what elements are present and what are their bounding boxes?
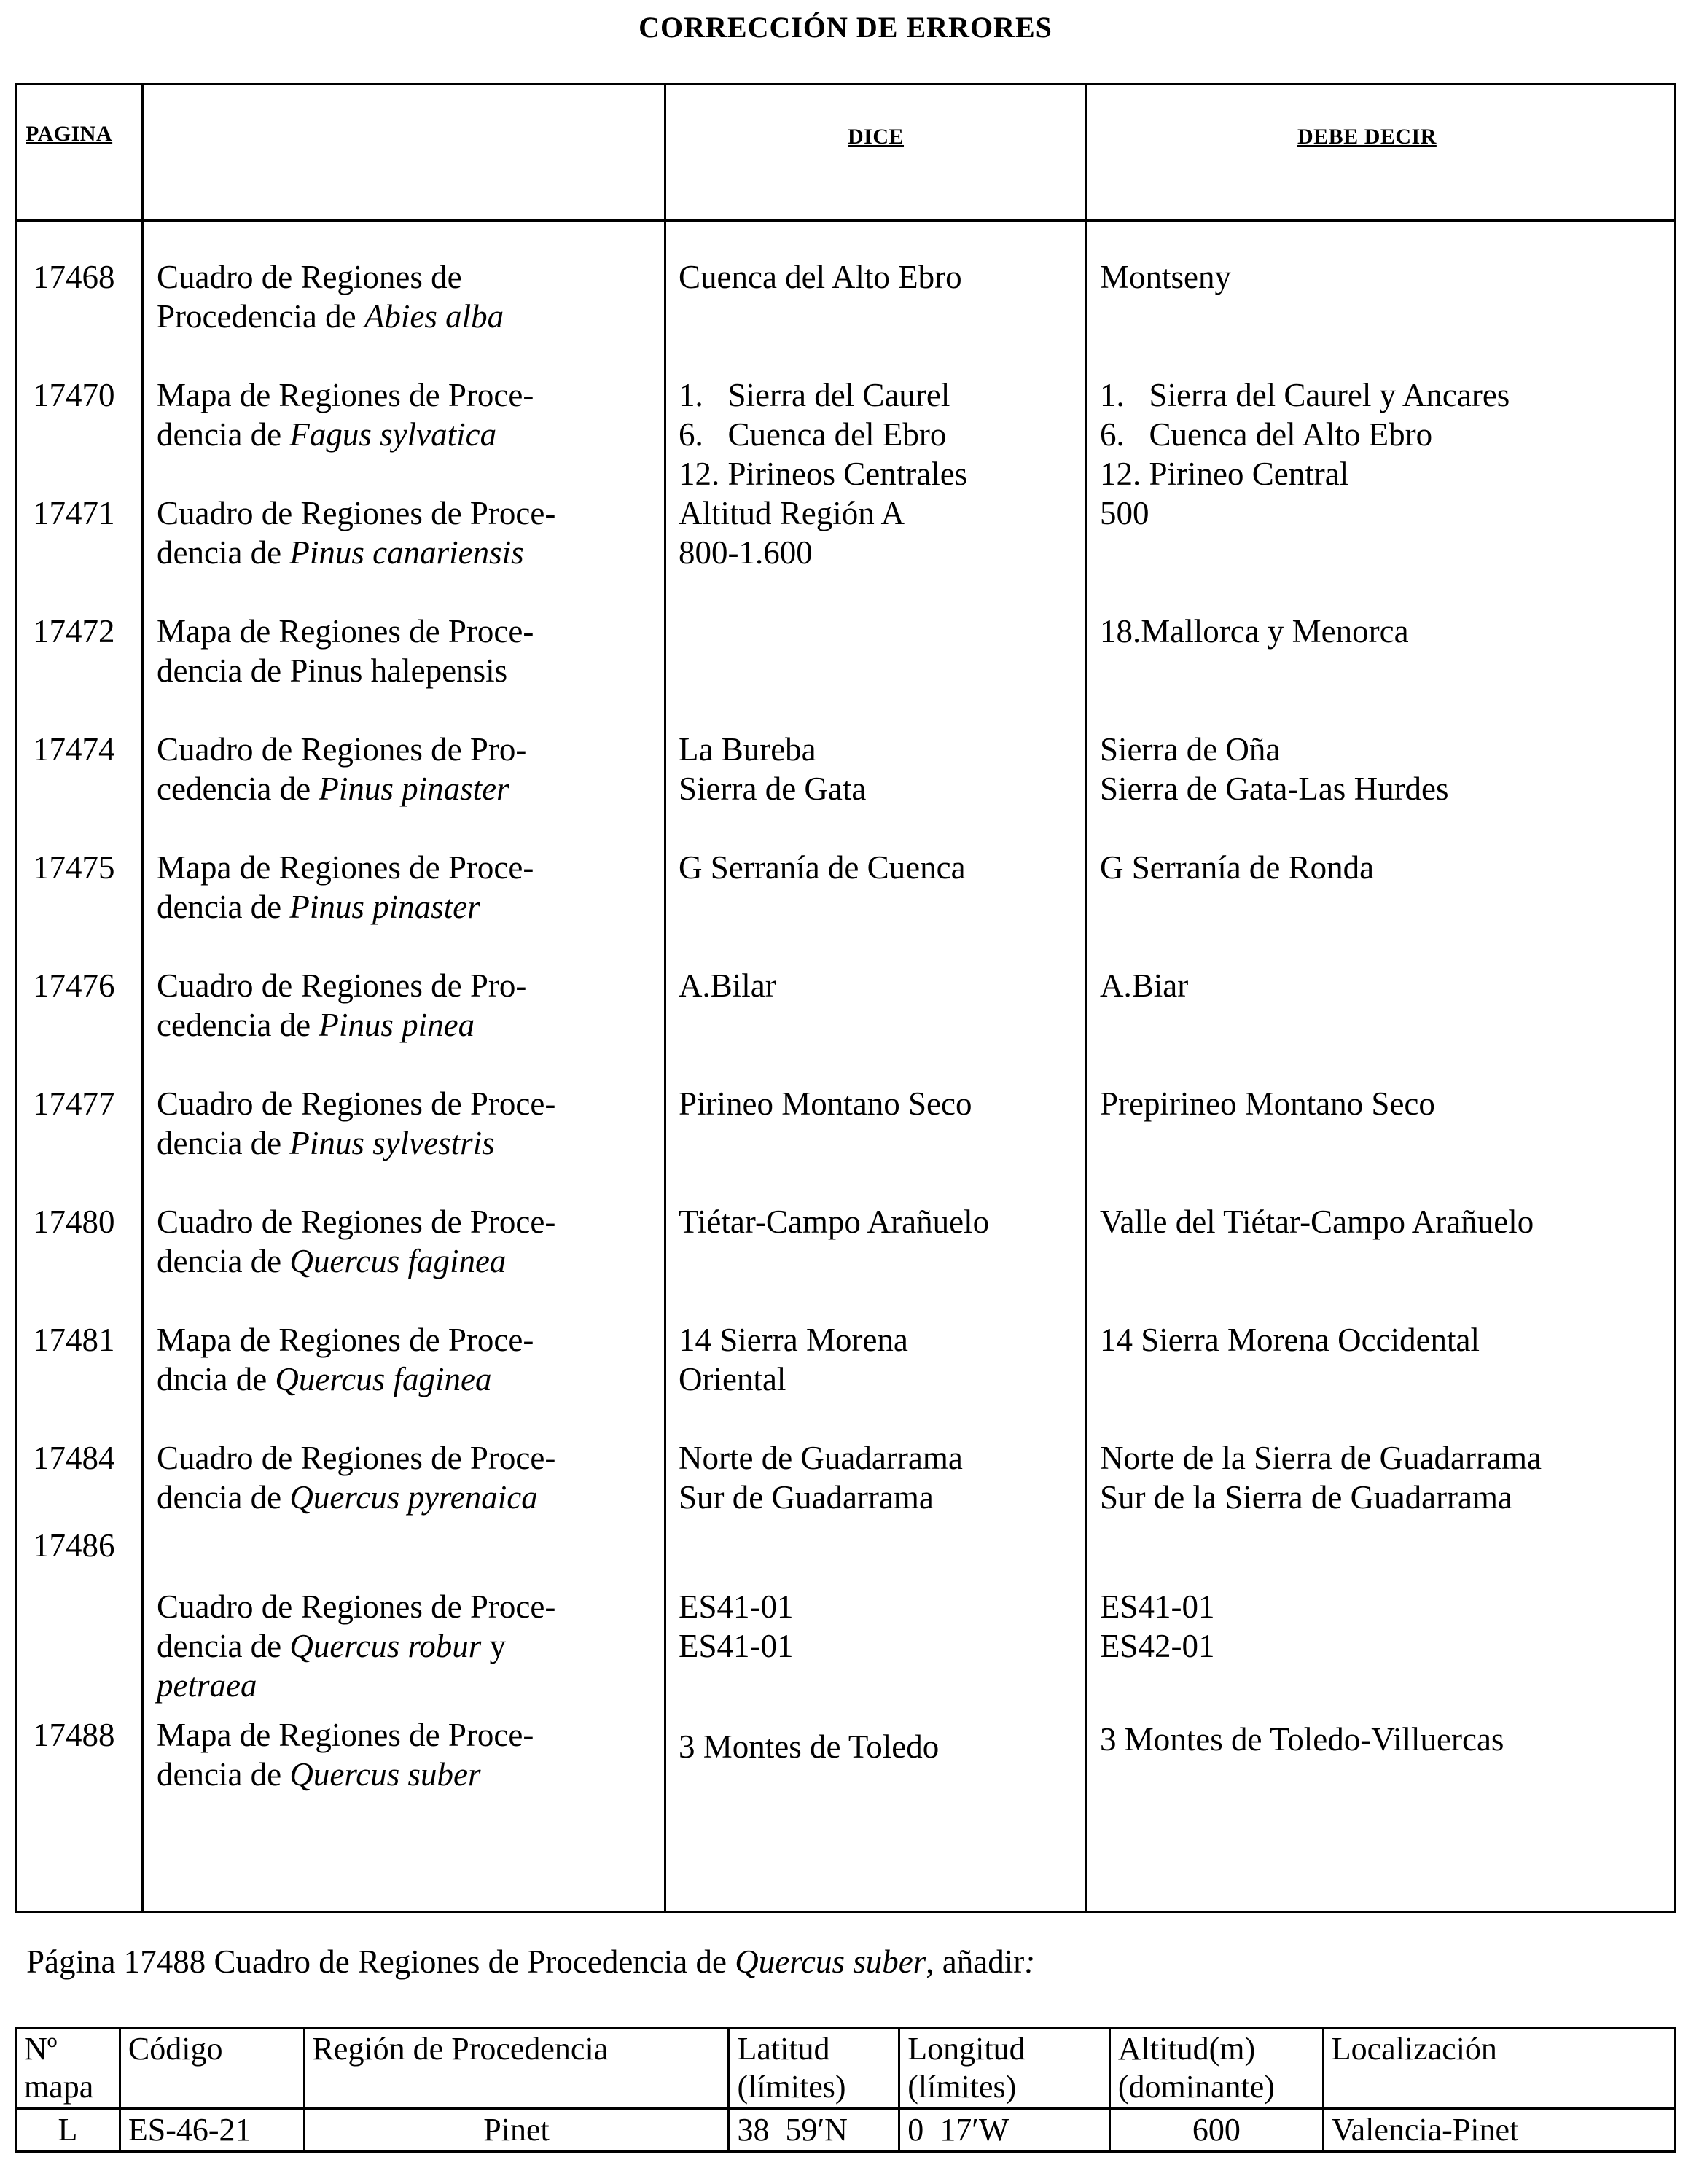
page-number: 17481 xyxy=(33,1322,115,1358)
description-line: Cuadro de Regiones de Proce- xyxy=(157,1204,556,1240)
description-text: dencia de xyxy=(157,1479,290,1516)
cell-code: ES-46-21 xyxy=(120,2109,304,2152)
debe-decir-line: Prepirineo Montano Seco xyxy=(1100,1085,1435,1122)
dice-line: ES41-01 xyxy=(679,1628,794,1664)
column-divider xyxy=(1085,85,1087,1911)
description xyxy=(157,1202,555,1281)
page-number: 17474 xyxy=(33,731,115,768)
page-number: 17470 xyxy=(33,377,115,413)
description-text: dencia de xyxy=(157,416,290,453)
header-pagina: PAGINA xyxy=(26,122,113,146)
species-name: Fagus sylvatica xyxy=(289,416,497,453)
description-line xyxy=(157,415,534,454)
debe-decir-line: 18.Mallorca y Menorca xyxy=(1100,613,1409,650)
dice-text xyxy=(679,730,866,808)
description-line: Cuadro de Regiones de Proce- xyxy=(157,1588,556,1625)
description xyxy=(157,1084,555,1163)
header-debe-decir: DEBE DECIR xyxy=(1297,125,1437,149)
page-number: 17488 xyxy=(33,1717,115,1753)
cell-altitude: 600 xyxy=(1109,2109,1323,2152)
description-text: dencia de Pinus halepensis xyxy=(157,652,508,689)
species-name: Quercus faginea xyxy=(289,1243,507,1279)
note-colon: : xyxy=(1024,1943,1036,1980)
dice-text xyxy=(679,1320,908,1399)
description-line: Mapa de Regiones de Proce- xyxy=(157,613,534,650)
debe-decir-text xyxy=(1100,848,1374,887)
species-name: petraea xyxy=(157,1667,257,1704)
debe-decir-line: Sierra de Oña xyxy=(1100,731,1281,768)
description-line: Cuadro de Regiones de Proce- xyxy=(157,1440,556,1476)
description-line xyxy=(157,769,526,808)
description-line: Mapa de Regiones de Proce- xyxy=(157,1717,534,1753)
th-code: Código xyxy=(120,2028,304,2109)
dice-text xyxy=(679,1202,989,1241)
debe-decir-line: 6. Cuenca del Alto Ebro xyxy=(1100,416,1433,453)
description-line: Mapa de Regiones de Proce- xyxy=(157,1322,534,1358)
addition-table xyxy=(15,2027,1676,2153)
description-line: Cuadro de Regiones de Proce- xyxy=(157,495,556,531)
debe-decir-line: 12. Pirineo Central xyxy=(1100,456,1349,492)
dice-line: Sur de Guadarrama xyxy=(679,1479,934,1516)
species-name: Pinus pinaster xyxy=(319,771,509,807)
dice-line: Oriental xyxy=(679,1361,786,1397)
species-name: Quercus pyrenaica xyxy=(289,1479,538,1516)
note-prefix: Página 17488 Cuadro de Regiones de Procedencia de xyxy=(26,1943,735,1980)
debe-decir-text xyxy=(1100,1320,1480,1360)
dice-line: G Serranía de Cuenca xyxy=(679,849,966,886)
dice-line: 1. Sierra del Caurel xyxy=(679,377,950,413)
debe-decir-text xyxy=(1100,494,1149,533)
dice-text xyxy=(679,1438,963,1517)
cell-location: Valencia-Pinet xyxy=(1323,2109,1675,2152)
dice-text xyxy=(679,1727,939,1766)
debe-decir-line: G Serranía de Ronda xyxy=(1100,849,1375,886)
dice-text xyxy=(679,257,962,297)
description xyxy=(157,848,534,927)
description-text: cedencia de xyxy=(157,1007,319,1043)
species-name: Pinus sylvestris xyxy=(289,1125,495,1161)
description xyxy=(157,257,504,336)
description-text: dencia de xyxy=(157,1756,290,1793)
description-line xyxy=(157,1755,534,1794)
table-row xyxy=(16,2109,1676,2152)
column-divider xyxy=(664,85,666,1911)
description-line xyxy=(157,1241,555,1281)
th-latitude: Latitud (límites) xyxy=(729,2028,899,2109)
debe-decir-line: ES42-01 xyxy=(1100,1628,1215,1664)
debe-decir-text xyxy=(1100,1720,1504,1759)
dice-line: 800-1.600 xyxy=(679,534,813,571)
description-line xyxy=(157,887,534,927)
description xyxy=(157,1320,534,1399)
debe-decir-line: 14 Sierra Morena Occidental xyxy=(1100,1322,1480,1358)
species-name: Quercus robur xyxy=(289,1628,482,1664)
description-line xyxy=(157,533,555,572)
debe-decir-line: Montseny xyxy=(1100,259,1231,295)
dice-text xyxy=(679,494,905,572)
description-line xyxy=(157,1123,555,1163)
description-line xyxy=(157,1360,534,1399)
dice-line: Altitud Región A xyxy=(679,495,905,531)
dice-text xyxy=(679,375,967,494)
description xyxy=(157,966,526,1045)
description-text: dencia de xyxy=(157,534,290,571)
errata-table xyxy=(15,83,1676,1913)
description-text: y xyxy=(481,1628,507,1664)
debe-decir-text xyxy=(1100,1438,1542,1517)
dice-line: A.Bilar xyxy=(679,967,776,1004)
page-number: 17476 xyxy=(33,967,115,1004)
description-line xyxy=(157,1666,555,1705)
debe-decir-line: Valle del Tiétar-Campo Arañuelo xyxy=(1100,1204,1534,1240)
description-line: Cuadro de Regiones de xyxy=(157,259,462,295)
description-line: Cuadro de Regiones de Proce- xyxy=(157,1085,556,1122)
description-text: dencia de xyxy=(157,1125,290,1161)
page-number: 17475 xyxy=(33,849,115,886)
cell-region: Pinet xyxy=(304,2109,729,2152)
dice-line: ES41-01 xyxy=(679,1588,794,1625)
description xyxy=(157,1587,555,1705)
description-text: dencia de xyxy=(157,889,290,925)
description xyxy=(157,730,526,808)
dice-text xyxy=(679,848,966,887)
description-text: dencia de xyxy=(157,1243,290,1279)
debe-decir-line: Sierra de Gata-Las Hurdes xyxy=(1100,771,1449,807)
cell-map-number: L xyxy=(16,2109,120,2152)
dice-line: La Bureba xyxy=(679,731,816,768)
description-line: Mapa de Regiones de Proce- xyxy=(157,377,534,413)
th-map-number: Nº mapa xyxy=(16,2028,120,2109)
th-altitude: Altitud(m) (dominante) xyxy=(1109,2028,1323,2109)
page-title: CORRECCIÓN DE ERRORES xyxy=(638,11,1053,44)
dice-line: Cuenca del Alto Ebro xyxy=(679,259,962,295)
debe-decir-text xyxy=(1100,375,1510,494)
th-longitude: Longitud (límites) xyxy=(899,2028,1110,2109)
dice-text xyxy=(679,1084,972,1123)
debe-decir-text xyxy=(1100,966,1188,1005)
dice-line: Sierra de Gata xyxy=(679,771,867,807)
dice-line: Pirineo Montano Seco xyxy=(679,1085,972,1122)
note-suffix: , añadir xyxy=(926,1943,1025,1980)
column-divider xyxy=(141,85,144,1911)
debe-decir-text xyxy=(1100,1587,1215,1666)
debe-decir-line: Sur de la Sierra de Guadarrama xyxy=(1100,1479,1512,1516)
description xyxy=(157,1438,555,1517)
description-line xyxy=(157,1005,526,1045)
description xyxy=(157,375,534,454)
species-name: Pinus pinaster xyxy=(289,889,480,925)
page-number: 17477 xyxy=(33,1085,115,1122)
species-name: Abies alba xyxy=(364,298,504,335)
debe-decir-text xyxy=(1100,257,1231,297)
page-number: 17486 xyxy=(33,1527,115,1564)
debe-decir-text xyxy=(1100,1202,1534,1241)
debe-decir-line: 1. Sierra del Caurel y Ancares xyxy=(1100,377,1510,413)
debe-decir-line: ES41-01 xyxy=(1100,1588,1215,1625)
description-line xyxy=(157,1478,555,1517)
debe-decir-line: 3 Montes de Toledo-Villuercas xyxy=(1100,1721,1504,1758)
description-line xyxy=(157,1626,555,1666)
species-name: Pinus pinea xyxy=(319,1007,475,1043)
header-dice: DICE xyxy=(848,125,905,149)
species-name: Quercus faginea xyxy=(275,1361,492,1397)
dice-text xyxy=(679,1587,794,1666)
description-text: Procedencia de xyxy=(157,298,364,335)
description xyxy=(157,1715,534,1794)
note-text xyxy=(26,1943,1035,1981)
page-number: 17468 xyxy=(33,259,115,295)
dice-line: 14 Sierra Morena xyxy=(679,1322,908,1358)
description-text: dncia de xyxy=(157,1361,276,1397)
dice-line: Norte de Guadarrama xyxy=(679,1440,963,1476)
dice-line: 12. Pirineos Centrales xyxy=(679,456,968,492)
dice-line: 6. Cuenca del Ebro xyxy=(679,416,947,453)
debe-decir-line: A.Biar xyxy=(1100,967,1189,1004)
cell-longitude: 0 17′W xyxy=(899,2109,1110,2152)
header-divider xyxy=(17,219,1674,222)
debe-decir-line: 500 xyxy=(1100,495,1149,531)
dice-text xyxy=(679,966,776,1005)
description xyxy=(157,612,534,690)
description-text: dencia de xyxy=(157,1628,290,1664)
page-number: 17471 xyxy=(33,495,115,531)
species-name: Pinus canariensis xyxy=(289,534,524,571)
page-number: 17480 xyxy=(33,1204,115,1240)
description-line: Cuadro de Regiones de Pro- xyxy=(157,731,527,768)
th-location: Localización xyxy=(1323,2028,1675,2109)
cell-latitude: 38 59′N xyxy=(729,2109,899,2152)
dice-line: Tiétar-Campo Arañuelo xyxy=(679,1204,990,1240)
page-number: 17472 xyxy=(33,613,115,650)
species-name: Quercus suber xyxy=(289,1756,481,1793)
debe-decir-line: Norte de la Sierra de Guadarrama xyxy=(1100,1440,1542,1476)
debe-decir-text xyxy=(1100,612,1409,651)
debe-decir-text xyxy=(1100,1084,1435,1123)
page-number: 17484 xyxy=(33,1440,115,1476)
debe-decir-text xyxy=(1100,730,1449,808)
dice-line: 3 Montes de Toledo xyxy=(679,1728,940,1765)
description-line: Cuadro de Regiones de Pro- xyxy=(157,967,527,1004)
description-line xyxy=(157,651,534,690)
note-species: Quercus suber xyxy=(735,1943,926,1980)
description-line xyxy=(157,297,504,336)
description xyxy=(157,494,555,572)
th-region: Región de Procedencia xyxy=(304,2028,729,2109)
description-line: Mapa de Regiones de Proce- xyxy=(157,849,534,886)
description-text: cedencia de xyxy=(157,771,319,807)
table-header-row xyxy=(16,2028,1676,2109)
